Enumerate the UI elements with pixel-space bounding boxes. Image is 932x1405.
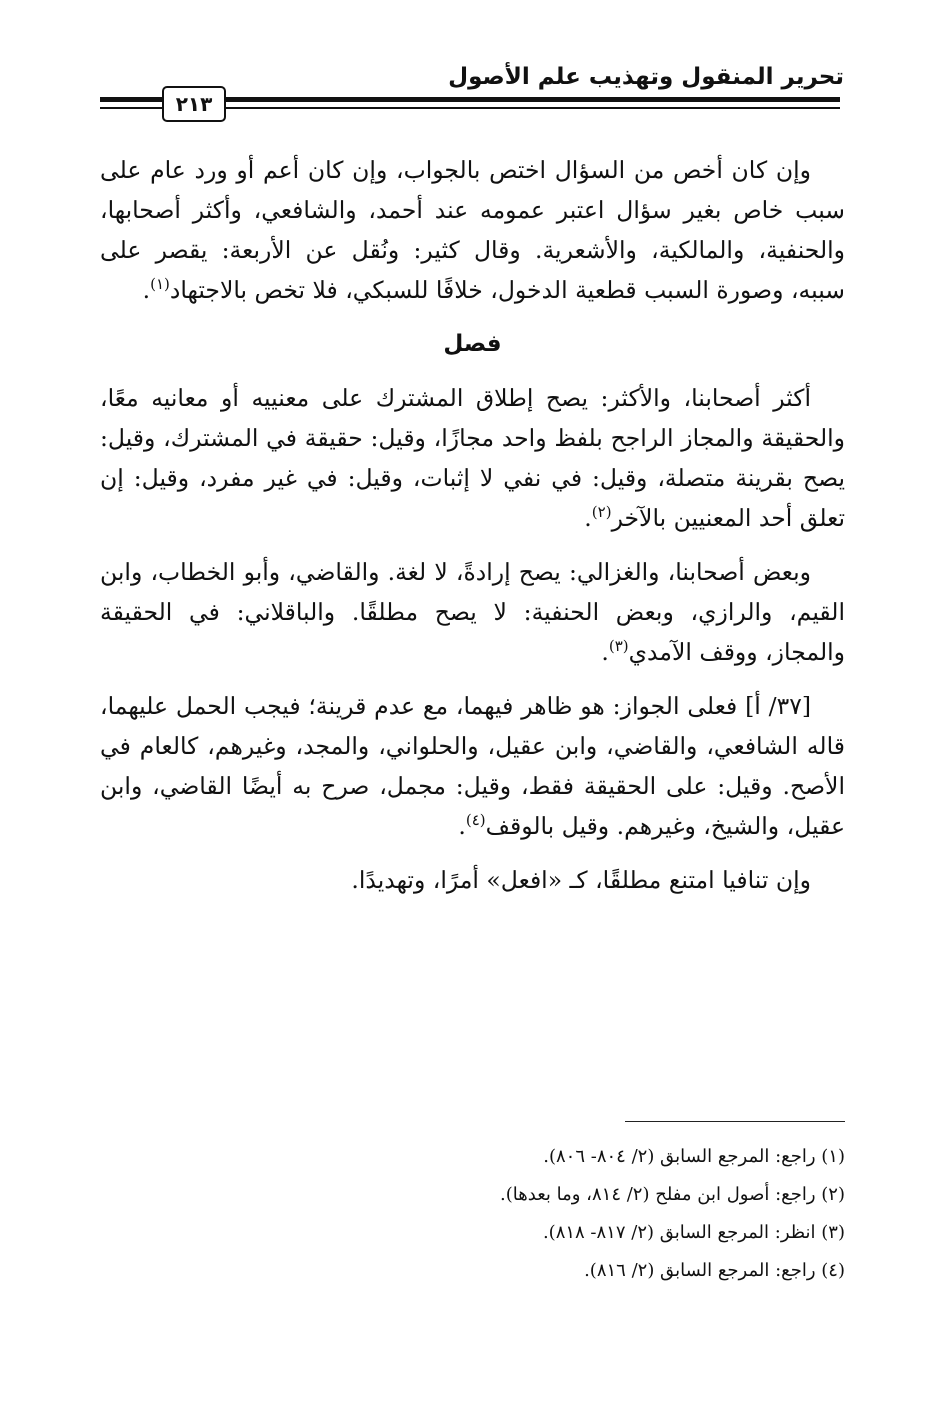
page-number-text: ٢١٣ — [175, 92, 213, 116]
footnote-3: (٣) انظر: المرجع السابق (٢/ ٨١٧- ٨١٨). — [542, 1222, 845, 1243]
paragraph-5: وإن تنافيا امتنع مطلقًا، كـ «افعل» أمرًا، وتهديدًا. — [351, 866, 811, 894]
paragraph-4-text: [٣٧/ أ] فعلى الجواز: هو ظاهر فيهما، مع عدم قرينة؛ فيجب الحمل عليهما، قاله الشافعي، والقاضي، وابن عقيل، والحلواني، والمجد، وغيرهم، كالعام في الأصح. وقيل: على الحقيقة فقط، وقيل: مجمل، صرح به أيضًا القاضي، وابن عقيل، والشيخ، وغيرهم. وقيل بالوقف — [100, 692, 845, 840]
running-title: تحرير المنقول وتهذيب علم الأصول — [448, 64, 844, 90]
period: . — [601, 638, 609, 666]
page-number — [162, 86, 226, 122]
paragraph-4 — [100, 686, 845, 846]
footnote-2: (٢) راجع: أصول ابن مفلح (٢/ ٨١٤، وما بعدها). — [500, 1184, 845, 1205]
paragraph-3-text: وبعض أصحابنا، والغزالي: يصح إرادةً، لا لغة. والقاضي، وأبو الخطاب، وابن القيم، والرازي، وبعض الحنفية: لا يصح مطلقًا. والباقلاني: في الحقيقة والمجاز، ووقف الآمدي — [100, 558, 845, 666]
footnote-separator — [625, 1121, 845, 1122]
period: . — [458, 812, 466, 840]
footnote-ref-4[interactable]: (٤) — [465, 811, 486, 830]
paragraph-1 — [100, 150, 845, 310]
main-text — [100, 150, 845, 914]
period: . — [584, 504, 592, 532]
footnote-ref-3[interactable]: (٣) — [608, 637, 629, 656]
paragraph-2-text: أكثر أصحابنا، والأكثر: يصح إطلاق المشترك على معنييه أو معانيه معًا، والحقيقة والمجاز الراجح بلفظ واحد مجازًا، وقيل: حقيقة في المشترك، وقيل: يصح بقرينة متصلة، وقيل: في نفي لا إثبات، وقيل: في غير مفرد، وقيل: إن تعلق أحد المعنيين بالآخر — [100, 384, 845, 532]
footnote-4: (٤) راجع: المرجع السابق (٢/ ٨١٦). — [584, 1260, 845, 1281]
footnote-1: (١) راجع: المرجع السابق (٢/ ٨٠٤- ٨٠٦). — [543, 1146, 845, 1167]
paragraph-3 — [100, 552, 845, 672]
footnote-ref-1[interactable]: (١) — [150, 275, 170, 294]
section-heading: فصل — [443, 331, 502, 357]
paragraph-2 — [100, 378, 845, 538]
footnotes — [120, 1138, 845, 1290]
paragraph-1-text: وإن كان أخص من السؤال اختص بالجواب، وإن كان أعم أو ورد عام على سبب خاص بغير سؤال اعتبر عمومه عند أحمد، والشافعي، وأكثر أصحابها، والحنفية، والمالكية، والأشعرية. وقال كثير: ونُقل عن الأربعة: يقصر على سببه، وصورة السبب قطعية الدخول، خلافًا للسبكي، فلا تخص بالاجتهاد — [100, 156, 845, 304]
period: . — [142, 276, 151, 304]
footnote-ref-2[interactable]: (٢) — [591, 503, 612, 522]
